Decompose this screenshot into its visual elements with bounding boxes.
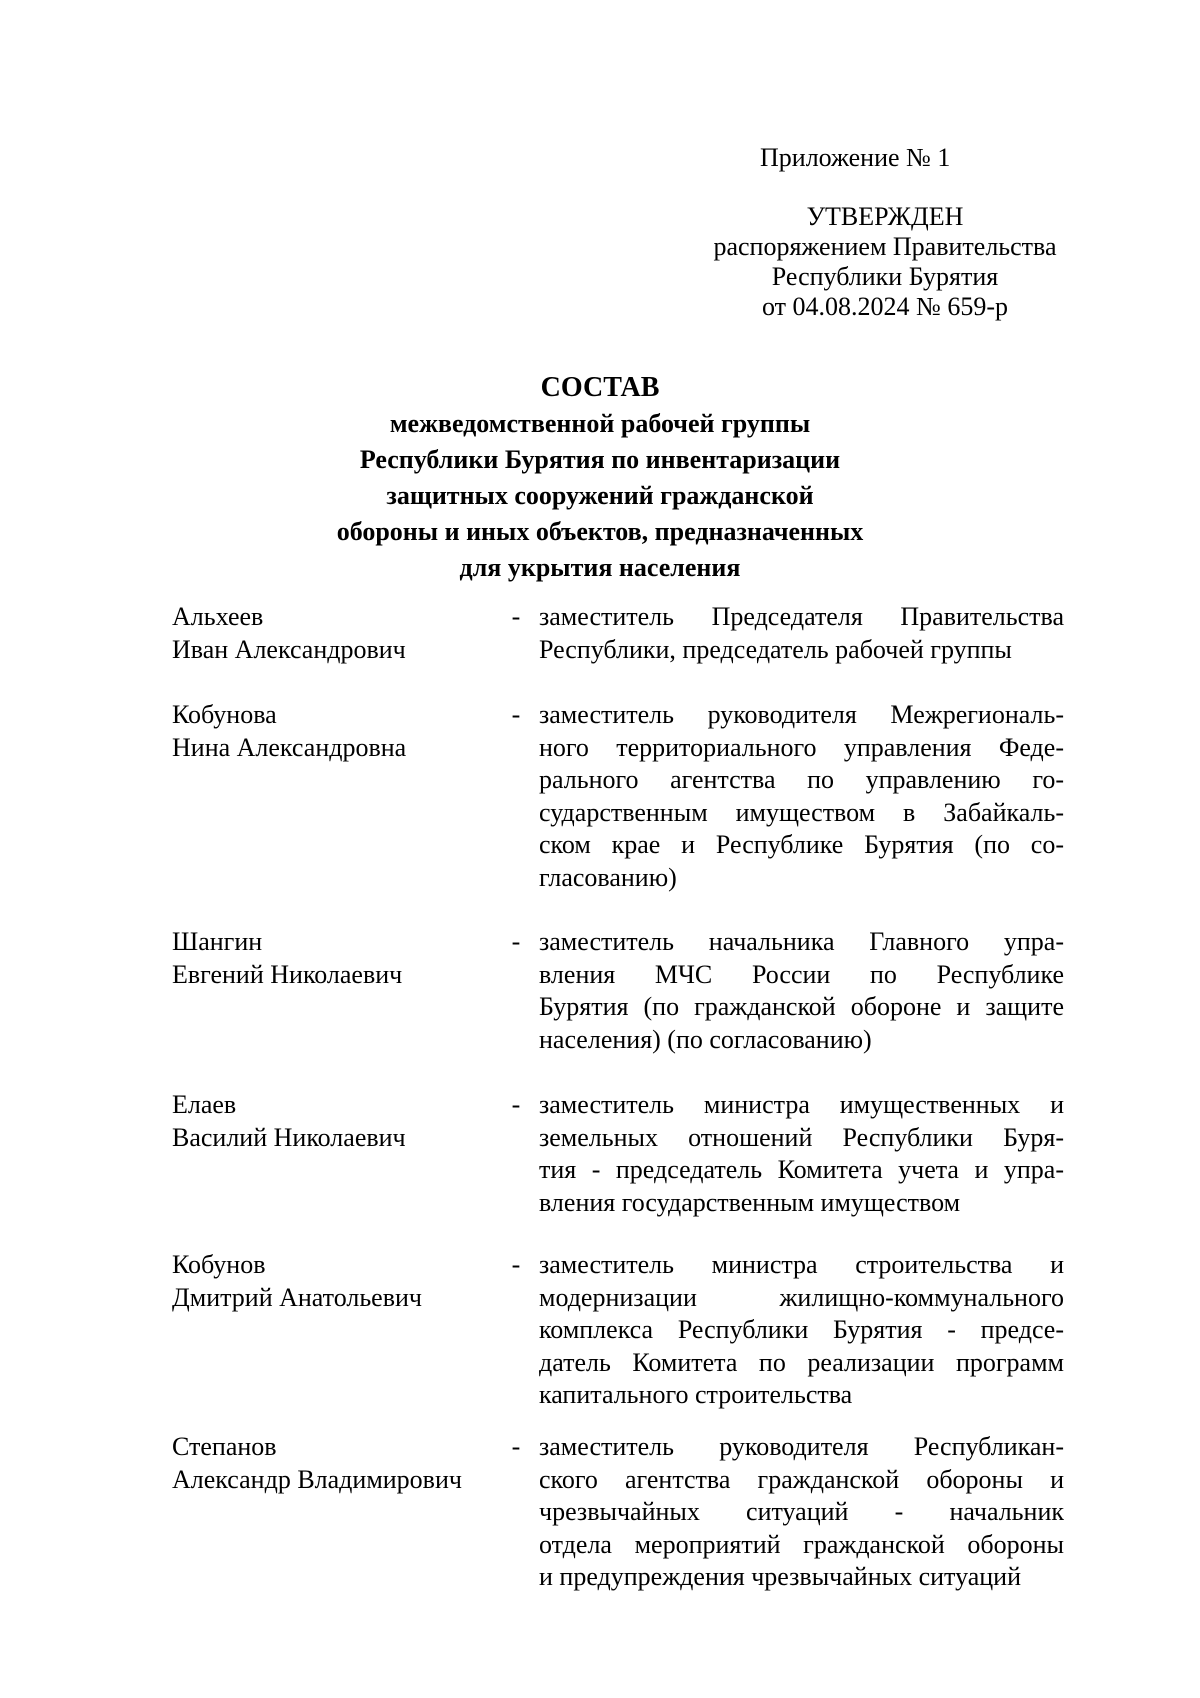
role-line: капитального строительства	[539, 1380, 853, 1409]
member-role	[539, 601, 1064, 666]
role-line: модернизации жилищно-коммунального	[539, 1282, 1064, 1312]
role-line: тия - председатель Комитета учета и упра-	[539, 1155, 1064, 1184]
member-dash: -	[511, 927, 521, 956]
member-name	[172, 601, 492, 666]
member-given-name: Евгений Николаевич	[172, 959, 403, 989]
role-line: отдела мероприятий гражданской обороны	[539, 1529, 1064, 1559]
role-line: и предупреждения чрезвычайных ситуаций	[539, 1562, 1022, 1591]
role-line: Республики, председатель рабочей группы	[539, 634, 1012, 664]
member-name	[172, 1431, 492, 1496]
approval-stamp	[700, 202, 1070, 322]
member-dash: -	[511, 1432, 521, 1461]
role-line: населения) (по согласованию)	[539, 1024, 872, 1054]
role-line: Бурятия (по гражданской обороне и защите	[539, 992, 1064, 1021]
member-surname: Кобунова	[172, 700, 277, 729]
appendix-label: Приложение № 1	[760, 143, 951, 172]
document-title	[0, 370, 1200, 586]
member-surname: Альхеев	[172, 602, 264, 631]
title-main: СОСТАВ	[540, 372, 660, 403]
role-line: датель Комитета по реализации программ	[539, 1347, 1064, 1377]
role-line: чрезвычайных ситуаций - начальник	[539, 1497, 1064, 1526]
title-line: Республики Бурятия по инвентаризации	[359, 445, 841, 474]
role-line: заместитель министра строительства и	[539, 1250, 1064, 1279]
member-surname: Шангин	[172, 927, 263, 956]
member-surname: Кобунов	[172, 1250, 266, 1279]
role-line: вления государственным имуществом	[539, 1187, 961, 1217]
title-line: обороны и иных объектов, предназначенных	[336, 517, 864, 546]
role-line: заместитель руководителя Республикан-	[539, 1432, 1064, 1461]
member-dash: -	[511, 1250, 521, 1279]
role-line: вления МЧС России по Республике	[539, 959, 1064, 989]
member-given-name: Александр Владимирович	[172, 1464, 462, 1494]
member-dash: -	[511, 602, 521, 631]
member-name	[172, 1089, 492, 1154]
role-line: комплекса Республики Бурятия - предсе-	[539, 1315, 1064, 1344]
role-line: ского агентства гражданской обороны и	[539, 1464, 1064, 1494]
role-line: земельных отношений Республики Буря-	[539, 1122, 1064, 1152]
role-line: сударственным имуществом в Забайкаль-	[539, 797, 1064, 827]
member-name	[172, 1249, 492, 1314]
member-given-name: Василий Николаевич	[172, 1122, 406, 1152]
role-line: ного территориального управления Феде-	[539, 732, 1064, 762]
member-surname: Елаев	[172, 1090, 237, 1119]
approval-line: от 04.08.2024 № 659-р	[762, 292, 1008, 321]
member-role	[539, 699, 1064, 894]
member-name	[172, 699, 492, 764]
title-line: для укрытия населения	[459, 553, 741, 582]
approval-line: распоряжением Правительства	[713, 232, 1057, 261]
approval-line: Республики Бурятия	[771, 262, 999, 291]
role-line: рального агентства по управлению го-	[539, 765, 1064, 794]
member-given-name: Дмитрий Анатольевич	[172, 1282, 422, 1312]
title-line: межведомственной рабочей группы	[389, 409, 811, 438]
member-given-name: Нина Александровна	[172, 732, 407, 762]
role-line: заместитель Председателя Правительства	[539, 602, 1064, 631]
role-line: ском крае и Республике Бурятия (по со-	[539, 830, 1064, 859]
member-role	[539, 1249, 1064, 1412]
member-role	[539, 926, 1064, 1056]
member-role	[539, 1089, 1064, 1219]
member-given-name: Иван Александрович	[172, 634, 406, 664]
role-line: заместитель начальника Главного упра-	[539, 927, 1064, 956]
member-name	[172, 926, 492, 991]
role-line: гласованию)	[539, 862, 677, 892]
role-line: заместитель министра имущественных и	[539, 1090, 1064, 1119]
title-line: защитных сооружений гражданской	[386, 481, 814, 510]
member-role	[539, 1431, 1064, 1594]
approval-line: УТВЕРЖДЕН	[806, 202, 964, 231]
member-surname: Степанов	[172, 1432, 277, 1461]
member-dash: -	[511, 1090, 521, 1119]
role-line: заместитель руководителя Межрегиональ-	[539, 700, 1064, 729]
member-dash: -	[511, 700, 521, 729]
